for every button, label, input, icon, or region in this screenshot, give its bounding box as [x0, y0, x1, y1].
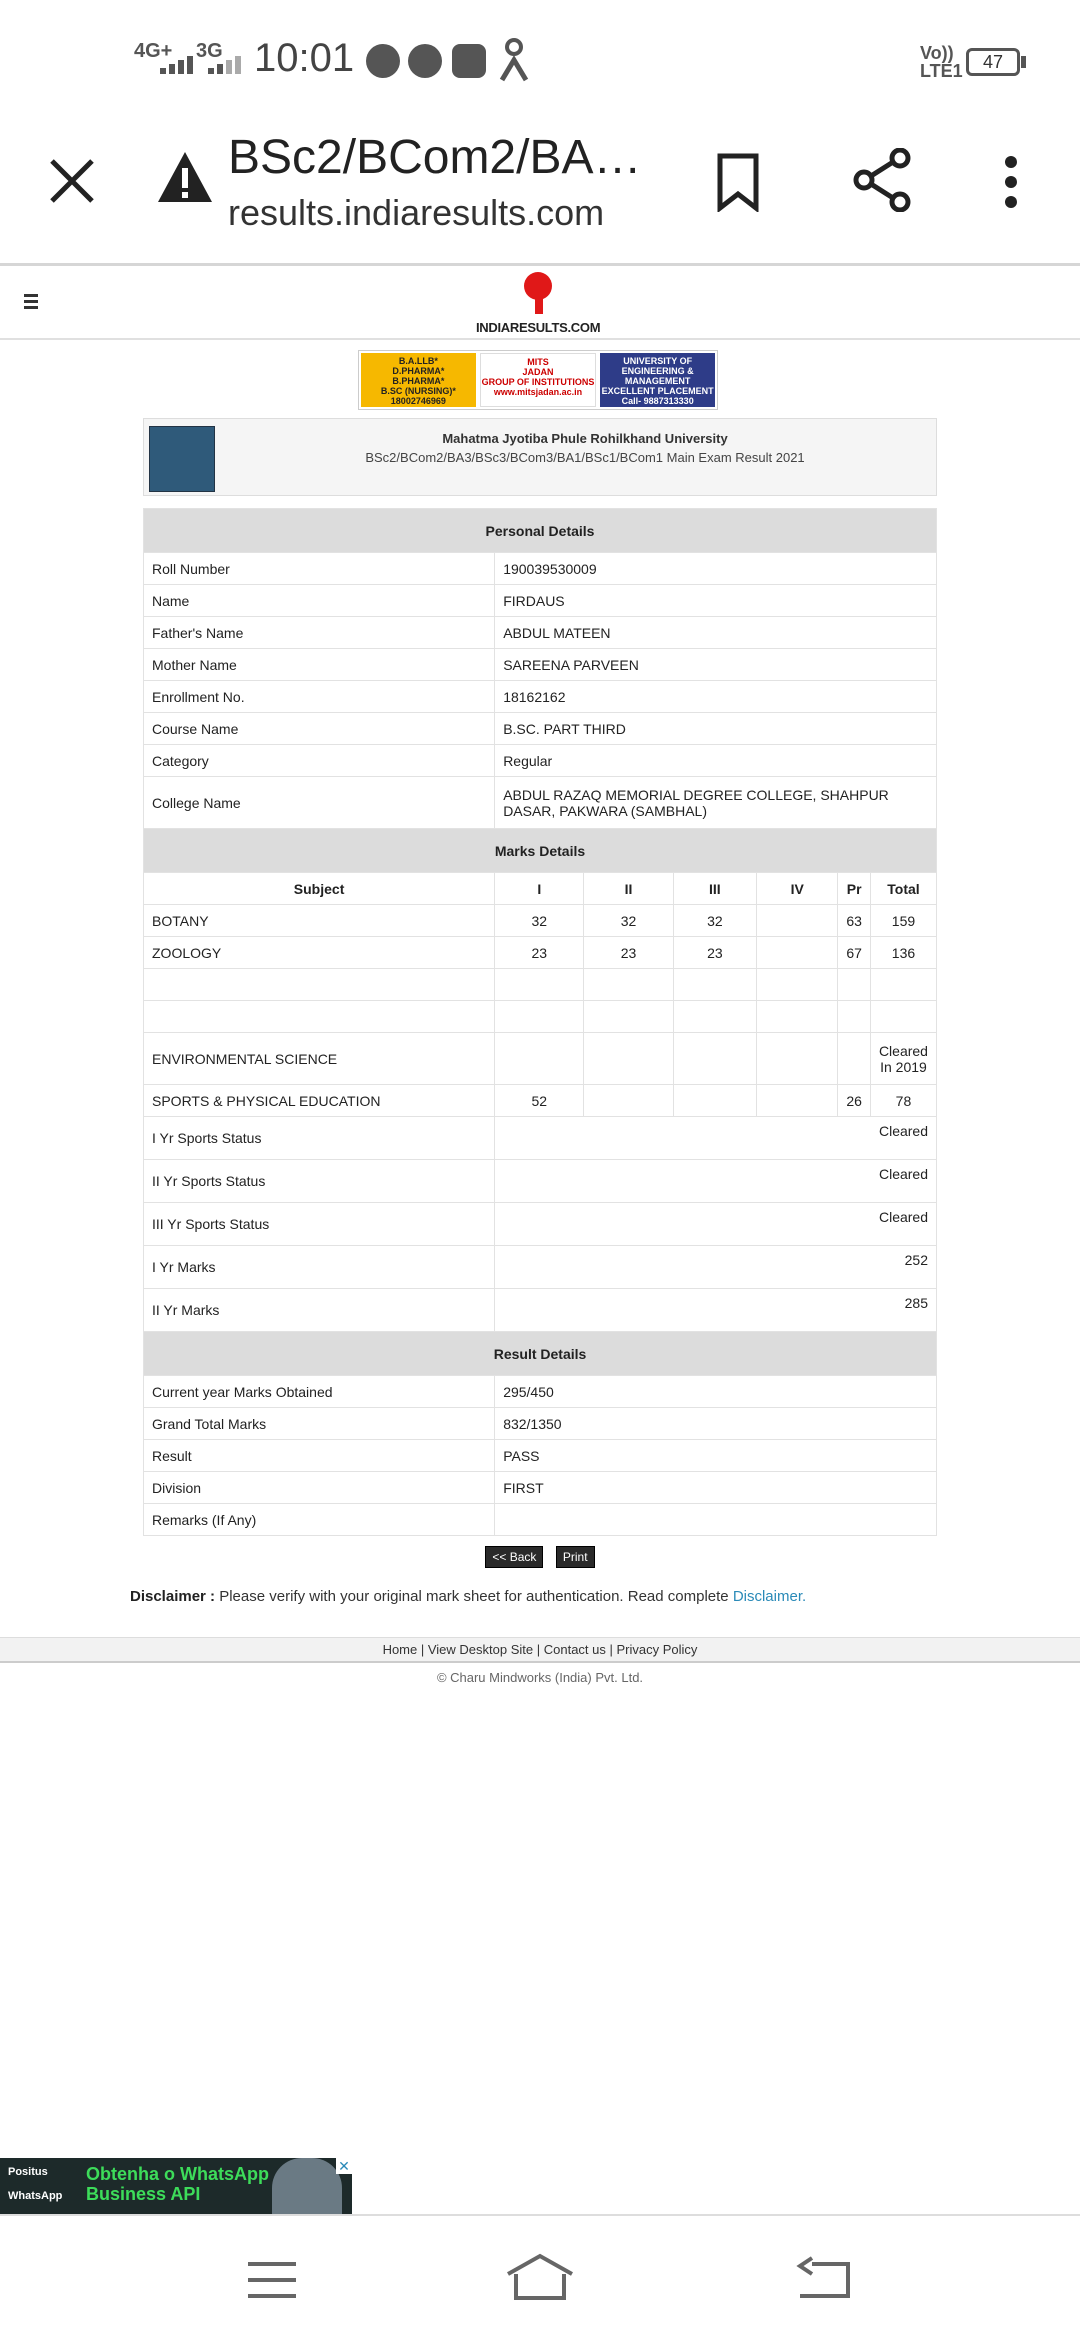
- table-row: [144, 617, 937, 649]
- university-header: [143, 418, 937, 496]
- field-value: PASS: [495, 1440, 937, 1472]
- table-row: [144, 1246, 937, 1289]
- field-label: II Yr Sports Status: [144, 1160, 495, 1203]
- field-label: Roll Number: [144, 553, 495, 585]
- result-table: [143, 508, 937, 1536]
- footer-privacy-link[interactable]: Privacy Policy: [616, 1642, 698, 1657]
- column-header: III: [673, 873, 756, 905]
- ad-text-line: MANAGEMENT: [624, 376, 691, 386]
- table-row: [144, 553, 937, 585]
- ad-text-line: D.PHARMA*: [392, 366, 445, 376]
- ad-close-icon[interactable]: ✕: [336, 2158, 352, 2174]
- disclaimer-link[interactable]: Disclaimer.: [732, 1588, 807, 1605]
- marks-cell: 32: [495, 905, 584, 937]
- marks-cell: 32: [673, 905, 756, 937]
- ad-text-line: Call- 9887313330: [621, 396, 694, 406]
- subject-cell: ZOOLOGY: [144, 937, 495, 969]
- marks-cell: 63: [838, 905, 871, 937]
- table-row: [144, 905, 937, 937]
- table-row: [144, 1160, 937, 1203]
- marks-cell: 52: [495, 1085, 584, 1117]
- subject-cell: BOTANY: [144, 905, 495, 937]
- marks-cell: 26: [838, 1085, 871, 1117]
- subject-cell: ENVIRONMENTAL SCIENCE: [144, 1033, 495, 1085]
- table-row-env: [144, 1033, 937, 1085]
- footer-contact-link[interactable]: Contact us: [543, 1642, 606, 1657]
- result-container: [143, 418, 937, 1568]
- table-row: [144, 1504, 937, 1536]
- ad-brand-positus: Positus: [8, 2166, 48, 2178]
- column-header: Pr: [838, 873, 871, 905]
- ad-text-line: B.A.LLB*: [398, 356, 438, 366]
- footer-links: Home | View Desktop Site | Contact us | Privacy Policy: [0, 1637, 1080, 1663]
- field-value: Cleared: [495, 1203, 937, 1246]
- table-row: [144, 1472, 937, 1504]
- field-label: Father's Name: [144, 617, 495, 649]
- field-value: FIRST: [495, 1472, 937, 1504]
- ad-text-line: ENGINEERING &: [621, 366, 694, 376]
- ad-message-line2: Business API: [86, 2184, 201, 2204]
- warning-icon[interactable]: [156, 150, 214, 204]
- column-header: Total: [870, 873, 936, 905]
- table-row: [144, 1289, 937, 1332]
- battery-tip: [1021, 56, 1026, 68]
- back-nav-icon[interactable]: [796, 2256, 852, 2300]
- field-value: ABDUL RAZAQ MEMORIAL DEGREE COLLEGE, SHAHPUR DASAR, PAKWARA (SAMBHAL): [495, 777, 937, 829]
- home-icon[interactable]: [504, 2252, 576, 2302]
- site-header: [0, 268, 1080, 340]
- field-value: 252: [495, 1246, 937, 1289]
- table-row: [144, 1440, 937, 1472]
- table-row-sports: [144, 1085, 937, 1117]
- browser-toolbar: [0, 110, 1080, 266]
- field-label: I Yr Sports Status: [144, 1117, 495, 1160]
- field-label: Result: [144, 1440, 495, 1472]
- table-row: [144, 1408, 937, 1440]
- field-value: 295/450: [495, 1376, 937, 1408]
- signal-icon-1: [160, 56, 193, 74]
- field-label: Remarks (If Any): [144, 1504, 495, 1536]
- field-value: SAREENA PARVEEN: [495, 649, 937, 681]
- network-type-2: 3G: [196, 40, 223, 62]
- ad-message: [86, 2164, 269, 2204]
- table-row: [144, 745, 937, 777]
- ad-banner-pharma[interactable]: [361, 353, 476, 407]
- marks-cell: [757, 937, 838, 969]
- ad-text-line: GROUP OF INSTITUTIONS: [481, 377, 595, 387]
- marks-cell: 159: [870, 905, 936, 937]
- whatsapp-icon: [366, 44, 400, 78]
- table-row: [144, 681, 937, 713]
- network-type-1: 4G+: [134, 40, 173, 62]
- battery-level: 47: [982, 52, 1004, 72]
- back-button[interactable]: << Back: [485, 1546, 543, 1568]
- disclaimer-text: Please verify with your original mark sheet for authentication. Read complete: [215, 1588, 733, 1605]
- footer-desktop-link[interactable]: View Desktop Site: [427, 1642, 534, 1657]
- field-value: 18162162: [495, 681, 937, 713]
- ad-text-line: B.PHARMA*: [392, 376, 445, 386]
- marks-cell: 23: [495, 937, 584, 969]
- field-label: Course Name: [144, 713, 495, 745]
- table-row: [144, 649, 937, 681]
- action-buttons: [143, 1546, 937, 1568]
- marks-cell: 23: [673, 937, 756, 969]
- empty-row: [144, 969, 937, 1001]
- menu-icon[interactable]: [24, 294, 38, 312]
- field-value: Cleared: [495, 1160, 937, 1203]
- print-button[interactable]: Print: [556, 1546, 595, 1568]
- field-value: 832/1350: [495, 1408, 937, 1440]
- field-label: I Yr Marks: [144, 1246, 495, 1289]
- field-label: Name: [144, 585, 495, 617]
- marks-cell: 67: [838, 937, 871, 969]
- field-label: II Yr Marks: [144, 1289, 495, 1332]
- field-value: ABDUL MATEEN: [495, 617, 937, 649]
- exam-title: BSc2/BCom2/BA3/BSc3/BCom3/BA1/BSc1/BCom1 Main Exam Result 2021: [365, 450, 805, 465]
- ad-brand-whatsapp: WhatsApp: [8, 2190, 63, 2202]
- column-header: II: [584, 873, 673, 905]
- field-label: Grand Total Marks: [144, 1408, 495, 1440]
- person-icon: [496, 38, 532, 82]
- marks-cell: 32: [584, 905, 673, 937]
- more-options-icon[interactable]: [1002, 154, 1020, 210]
- copyright: © Charu Mindworks (India) Pvt. Ltd.: [436, 1670, 644, 1685]
- field-value: FIRDAUS: [495, 585, 937, 617]
- page-title[interactable]: BSc2/BCom2/BA…: [228, 131, 642, 184]
- personal-details-heading: Personal Details: [144, 509, 937, 553]
- marks-cell: 23: [584, 937, 673, 969]
- university-name: Mahatma Jyotiba Phule Rohilkhand University: [442, 431, 728, 446]
- field-label: Mother Name: [144, 649, 495, 681]
- ad-banner-mits[interactable]: [480, 353, 597, 407]
- field-label: Enrollment No.: [144, 681, 495, 713]
- ad-text-line: B.SC (NURSING)*: [380, 386, 456, 396]
- table-row: [144, 1203, 937, 1246]
- recent-apps-icon[interactable]: [246, 2260, 298, 2300]
- share-icon[interactable]: [852, 148, 912, 212]
- column-header: I: [495, 873, 584, 905]
- ad-text-line: JADAN: [522, 367, 554, 377]
- total-cell: 78: [870, 1085, 936, 1117]
- field-label: College Name: [144, 777, 495, 829]
- field-value: B.SC. PART THIRD: [495, 713, 937, 745]
- field-label: III Yr Sports Status: [144, 1203, 495, 1246]
- url-text[interactable]: results.indiaresults.com: [228, 192, 605, 233]
- marks-cell: 136: [870, 937, 936, 969]
- phone-icon: [408, 44, 442, 78]
- table-row: [144, 1117, 937, 1160]
- field-value: 190039530009: [495, 553, 937, 585]
- ad-banner-uem[interactable]: [600, 353, 715, 407]
- marks-details-heading: Marks Details: [144, 829, 937, 873]
- ad-person-image: [272, 2158, 342, 2214]
- ad-banner-row: [358, 350, 718, 410]
- table-row: [144, 1376, 937, 1408]
- battery-icon: [966, 48, 1020, 76]
- table-row: [144, 585, 937, 617]
- youtube-icon: [452, 44, 486, 78]
- close-icon[interactable]: [48, 157, 96, 205]
- marks-header-row: [144, 873, 937, 905]
- clock: 10:01: [254, 36, 355, 80]
- field-label: Division: [144, 1472, 495, 1504]
- marks-cell: [757, 905, 838, 937]
- field-value: 285: [495, 1289, 937, 1332]
- ad-text-line: MITS: [527, 357, 549, 367]
- signal-icon-2: [208, 56, 241, 74]
- total-cell: Cleared In 2019: [870, 1033, 936, 1085]
- university-emblem: [149, 426, 215, 492]
- empty-row: [144, 1001, 937, 1033]
- ad-text-line: www.mitsjadan.ac.in: [493, 387, 583, 397]
- status-bar: [0, 0, 1080, 110]
- column-header: IV: [757, 873, 838, 905]
- ad-text-line: UNIVERSITY OF: [623, 356, 693, 366]
- field-value: [495, 1504, 937, 1536]
- navigation-bar: [0, 2216, 1080, 2340]
- subject-cell: SPORTS & PHYSICAL EDUCATION: [144, 1085, 495, 1117]
- table-row: [144, 713, 937, 745]
- field-label: Current year Marks Obtained: [144, 1376, 495, 1408]
- ad-text-line: 18002746969: [390, 396, 446, 406]
- ad-message-line1: Obtenha o WhatsApp: [86, 2164, 269, 2184]
- table-row: [144, 777, 937, 829]
- field-value: Regular: [495, 745, 937, 777]
- field-label: Category: [144, 745, 495, 777]
- table-row: [144, 937, 937, 969]
- logo-icon-stem: [535, 294, 543, 314]
- column-header: Subject: [144, 873, 495, 905]
- field-value: Cleared: [495, 1117, 937, 1160]
- disclaimer-label: Disclaimer :: [130, 1588, 216, 1605]
- ad-text-line: EXCELLENT PLACEMENT: [601, 386, 714, 396]
- bookmark-icon[interactable]: [716, 152, 760, 212]
- site-logo-text[interactable]: INDIARESULTS.COM: [476, 320, 601, 335]
- volte-indicator: Vo)) LTE1: [920, 43, 963, 81]
- bottom-ad-banner[interactable]: [0, 2158, 352, 2214]
- disclaimer: [130, 1588, 806, 1605]
- footer-home-link[interactable]: Home: [382, 1642, 418, 1657]
- result-details-heading: Result Details: [144, 1332, 937, 1376]
